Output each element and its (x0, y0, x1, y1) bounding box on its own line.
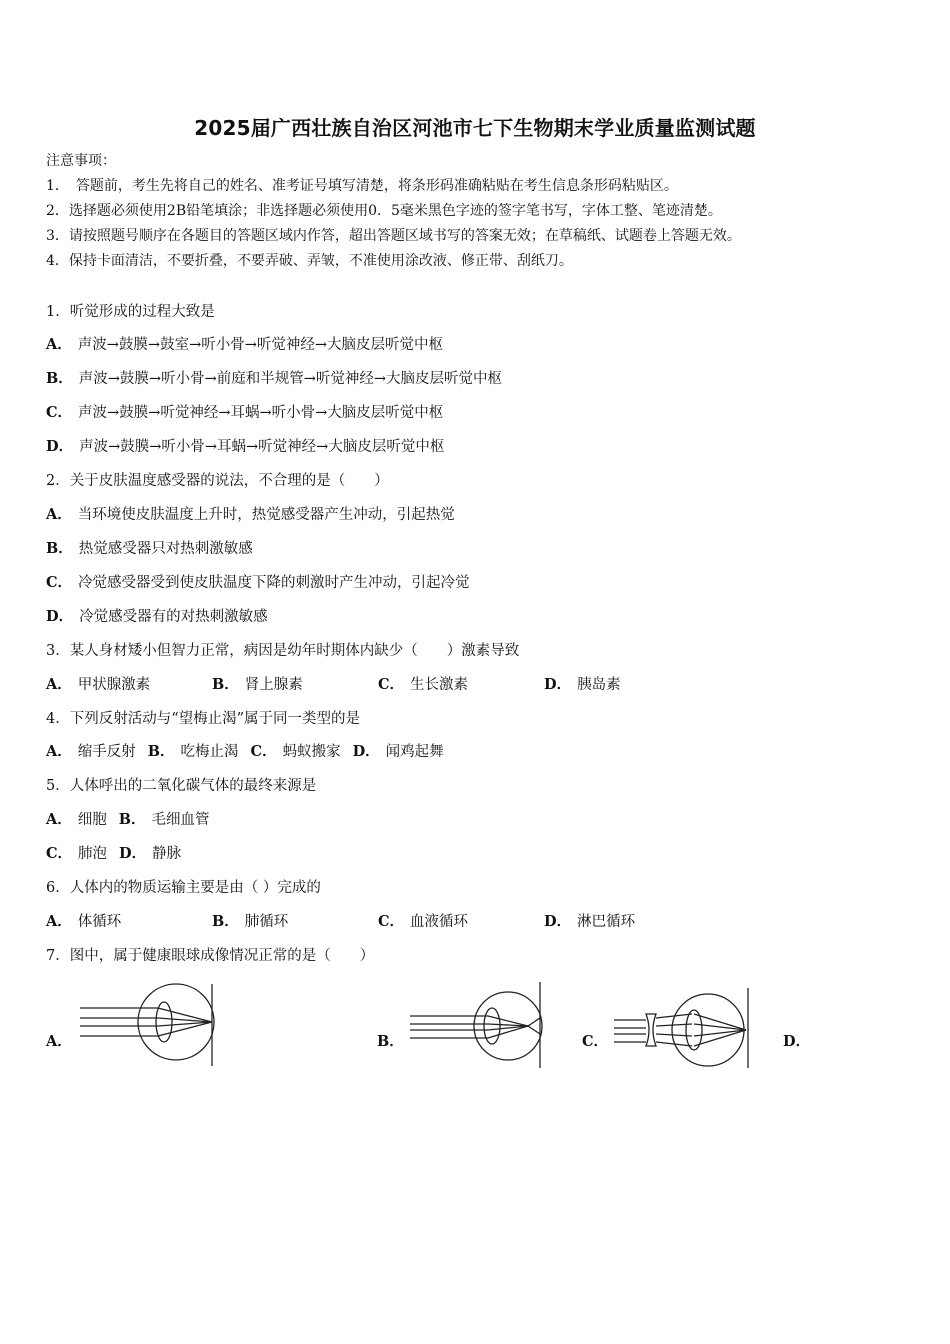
option-label: B． (46, 370, 73, 387)
option-label: B． (46, 540, 73, 557)
option-label-c[interactable]: C． (582, 1033, 609, 1050)
option-text: 当环境使皮肤温度上升时，热觉感受器产生冲动，引起热觉 (77, 507, 455, 523)
option-label-a[interactable]: A． (46, 1033, 72, 1050)
option-label: C． (46, 845, 73, 862)
option-label: A． (46, 743, 72, 760)
question-stem: 7．图中，属于健康眼球成像情况正常的是（ ） (46, 948, 375, 964)
option-text: 体循环 (77, 914, 122, 930)
answer-option[interactable] (46, 675, 212, 695)
answer-option[interactable] (148, 742, 239, 762)
option-text: 蚂蚁搬家 (282, 744, 341, 760)
option-label: D． (119, 845, 147, 862)
question-stem: 6．人体内的物质运输主要是由（ ）完成的 (46, 880, 321, 896)
option-text: 闻鸡起舞 (385, 744, 444, 760)
question-stem: 5．人体呼出的二氧化碳气体的最终来源是 (46, 778, 317, 794)
option-text: 声波→鼓膜→听觉神经→耳蜗→听小骨→大脑皮层听觉中枢 (78, 405, 444, 421)
notice-item: 3．请按照题号顺序在各题目的答题区域内作答，超出答题区域书写的答案无效；在草稿纸、试题卷上答题无效。 (46, 228, 741, 244)
option-text: 肺循环 (244, 914, 289, 930)
question-stem: 2．关于皮肤温度感受器的说法，不合理的是（ ） (46, 473, 389, 489)
option-text: 声波→鼓膜→听小骨→耳蜗→听觉神经→大脑皮层听觉中枢 (79, 439, 445, 455)
option-label: D． (352, 743, 380, 760)
option-label: B． (118, 811, 146, 828)
answer-option[interactable] (46, 335, 443, 355)
answer-option[interactable] (46, 844, 107, 864)
answer-option[interactable] (46, 369, 502, 389)
option-label: C． (46, 404, 73, 421)
option-label: C． (250, 743, 277, 760)
option-label: D． (544, 913, 572, 930)
answer-option[interactable] (119, 810, 210, 830)
answer-option[interactable] (544, 912, 635, 932)
option-row (46, 675, 621, 695)
answer-option[interactable] (46, 742, 136, 762)
option-label: C． (378, 676, 405, 693)
option-label: C． (378, 913, 405, 930)
notice-item: 2．选择题必须使用2B铅笔填涂；非选择题必须使用0．5毫米黑色字迹的签字笔书写，字体工整、笔迹清楚。 (46, 203, 722, 219)
option-text: 毛细血管 (151, 812, 210, 828)
notice-item: 4．保持卡面清洁，不要折叠，不要弄破、弄皱，不准使用涂改液、修正带、刮纸刀。 (46, 253, 573, 269)
option-text: 冷觉感受器有的对热刺激敏感 (79, 609, 268, 625)
option-label: A． (46, 811, 72, 828)
answer-option[interactable] (46, 437, 444, 457)
option-text: 静脉 (152, 846, 182, 862)
option-text: 肺泡 (78, 846, 108, 862)
option-row (46, 810, 210, 830)
option-text: 血液循环 (410, 914, 469, 930)
question-stem: 3．某人身材矮小但智力正常，病因是幼年时期体内缺少（ ）激素导致 (46, 643, 520, 659)
answer-option[interactable] (378, 912, 544, 932)
option-text: 甲状腺激素 (77, 677, 151, 693)
option-text: 缩手反射 (77, 744, 136, 760)
answer-option[interactable] (46, 505, 455, 525)
eye-diagram-b (408, 980, 548, 1070)
option-row (46, 912, 635, 932)
answer-option[interactable] (46, 912, 212, 932)
option-label: B． (212, 676, 239, 693)
option-text: 声波→鼓膜→听小骨→前庭和半规管→听觉神经→大脑皮层听觉中枢 (78, 371, 503, 387)
option-label: D． (544, 676, 572, 693)
answer-option[interactable] (119, 844, 181, 864)
answer-option[interactable] (544, 675, 621, 695)
option-label: D． (46, 608, 74, 625)
option-label: A． (46, 506, 72, 523)
option-text: 细胞 (77, 812, 107, 828)
option-text: 胰岛素 (577, 677, 621, 693)
option-row (46, 742, 444, 762)
option-row (46, 844, 181, 864)
option-text: 肾上腺素 (244, 677, 303, 693)
answer-option[interactable] (46, 607, 268, 627)
answer-option[interactable] (251, 742, 341, 762)
notice-heading: 注意事项： (46, 153, 116, 169)
option-text: 淋巴循环 (577, 914, 636, 930)
question-stem: 1．听觉形成的过程大致是 (46, 304, 215, 320)
answer-option[interactable] (46, 403, 443, 423)
option-label-d[interactable]: D． (783, 1033, 811, 1050)
option-label: A． (46, 336, 72, 353)
page-title: 2025届广西壮族自治区河池市七下生物期末学业质量监测试题 (194, 116, 756, 140)
option-label: B． (147, 743, 175, 760)
answer-option[interactable] (46, 810, 107, 830)
answer-option[interactable] (353, 742, 444, 762)
option-text: 吃梅止渴 (180, 744, 239, 760)
option-label-b[interactable]: B． (377, 1033, 404, 1050)
option-text: 热觉感受器只对热刺激敏感 (78, 541, 253, 557)
eye-diagram-a (78, 982, 218, 1068)
option-label: C． (46, 574, 73, 591)
answer-option[interactable] (378, 675, 544, 695)
option-label: D． (46, 438, 74, 455)
answer-option[interactable] (212, 675, 378, 695)
option-label: A． (46, 913, 72, 930)
answer-option[interactable] (46, 539, 253, 559)
option-text: 声波→鼓膜→鼓室→听小骨→听觉神经→大脑皮层听觉中枢 (77, 337, 444, 353)
option-label: A． (46, 676, 72, 693)
option-label: B． (212, 913, 239, 930)
option-text: 生长激素 (410, 677, 469, 693)
eye-diagram-c (612, 984, 754, 1070)
notice-item: 1． 答题前，考生先将自己的姓名、准考证号填写清楚，将条形码准确粘贴在考生信息条形码粘贴区。 (46, 178, 678, 194)
question-stem: 4．下列反射活动与“望梅止渴”属于同一类型的是 (46, 711, 361, 727)
answer-option[interactable] (212, 912, 378, 932)
answer-option[interactable] (46, 573, 470, 593)
option-text: 冷觉感受器受到使皮肤温度下降的刺激时产生冲动，引起冷觉 (78, 575, 470, 591)
